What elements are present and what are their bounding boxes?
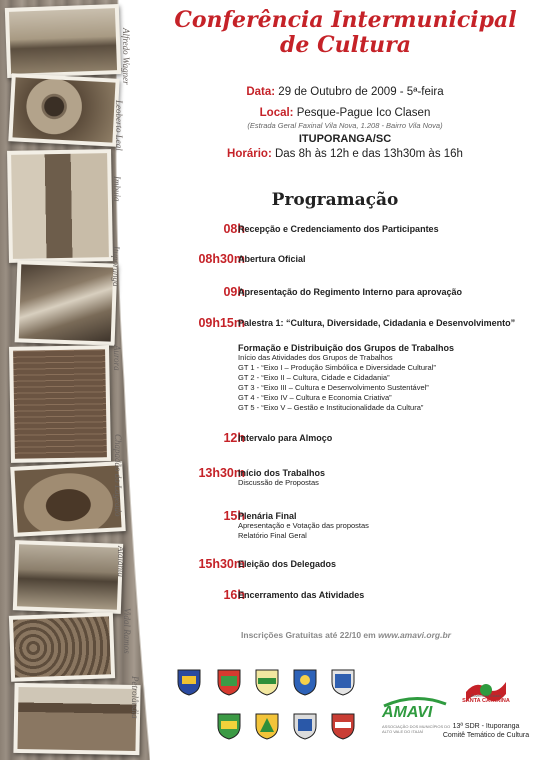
photo-brick-house bbox=[9, 345, 111, 463]
activity-detail: GT 1 - “Eixo I – Produção Simbólica e Diversidade Cultural” bbox=[238, 363, 436, 372]
crest-icon bbox=[330, 668, 356, 696]
photo-waterfall bbox=[15, 260, 118, 345]
photo-folk-dancers bbox=[5, 4, 121, 78]
activity-title: Palestra 1: “Cultura, Diversidade, Cidadania e Desenvolvimento” bbox=[238, 318, 516, 328]
amavi-logo-subtitle: ASSOCIAÇÃO DOS MUNICÍPIOS DO ALTO VALE DO ITAJAÍ bbox=[382, 724, 451, 734]
schedule-time: 16h bbox=[223, 588, 245, 602]
activity-title: Recepção e Credenciamento dos Participantes bbox=[238, 224, 439, 234]
activity-title: Eleição dos Delegados bbox=[238, 559, 337, 569]
schedule-activity bbox=[238, 254, 532, 264]
crest-icon bbox=[254, 668, 280, 696]
amavi-logo-text: AMAVI bbox=[382, 704, 433, 721]
sc-name: SANTA CATARINA bbox=[462, 698, 510, 704]
activity-title: Apresentação do Regimento Interno para aprovação bbox=[238, 287, 463, 297]
activity-title: Encerramento das Atividades bbox=[238, 590, 365, 600]
schedule-activity bbox=[238, 343, 532, 413]
schedule-activity bbox=[238, 318, 532, 328]
event-address: (Estrada Geral Faxinal Vila Nova, 1.208 - Bairro Vila Nova) bbox=[247, 121, 443, 130]
location-label: Local: bbox=[259, 107, 294, 119]
schedule-time: 13h30m bbox=[198, 466, 245, 480]
schedule-activity bbox=[238, 511, 532, 541]
schedule-activity bbox=[238, 224, 532, 234]
page-title bbox=[158, 8, 533, 58]
photo-spinning-wheel bbox=[8, 73, 119, 147]
activity-detail: GT 5 - “Eixo V – Gestão e Institucionalidade da Cultura” bbox=[238, 403, 424, 412]
activity-title: Plenária Final bbox=[238, 511, 297, 521]
photo-bread bbox=[10, 461, 126, 537]
hours-label: Horário: bbox=[227, 148, 272, 160]
crest-icon bbox=[216, 668, 242, 696]
activity-detail: Início das Atividades dos Grupos de Trabalhos bbox=[238, 353, 393, 362]
activity-title: Intervalo para Almoço bbox=[238, 433, 333, 443]
schedule-activity bbox=[238, 287, 532, 297]
title-line-2: de Cultura bbox=[280, 32, 411, 58]
sdr-line-1: 13ª SDR - Ituporanga bbox=[452, 723, 520, 730]
activity-detail: GT 4 - “Eixo IV – Cultura e Economia Criativa” bbox=[238, 393, 392, 402]
town-label: Imbuia bbox=[112, 176, 122, 202]
town-label: Chapadão do Lageado bbox=[113, 434, 123, 517]
activity-detail: Relatório Final Geral bbox=[238, 531, 307, 540]
town-label: Ituporanga bbox=[111, 246, 121, 287]
town-label: Vidal Ramos bbox=[122, 608, 132, 654]
schedule-time: 15h bbox=[223, 509, 245, 523]
photo-church bbox=[7, 149, 113, 263]
date-value: 29 de Outubro de 2009 - 5ª-feira bbox=[278, 86, 444, 98]
event-location bbox=[160, 107, 530, 119]
town-label: Atalanta bbox=[116, 546, 126, 577]
photo-children-dancing bbox=[13, 540, 123, 614]
schedule-time: 15h30m bbox=[198, 557, 245, 571]
sc-government-label: Governo do Estado bbox=[470, 694, 502, 698]
date-label: Data: bbox=[246, 86, 276, 98]
event-date bbox=[160, 86, 530, 98]
crest-icon bbox=[330, 712, 356, 740]
event-city: ITUPORANGA/SC bbox=[298, 133, 392, 145]
schedule-time: 08h bbox=[223, 222, 245, 236]
schedule-time: 09h bbox=[223, 285, 245, 299]
photo-wooden-house bbox=[13, 683, 140, 755]
town-label: Aurora bbox=[112, 345, 122, 371]
town-label: Alfredo Wagner bbox=[121, 28, 131, 85]
schedule-title: Programação bbox=[271, 190, 399, 210]
activity-detail: Discussão de Propostas bbox=[238, 478, 319, 487]
sdr-line-2: Comitê Temático de Cultura bbox=[442, 732, 530, 739]
event-hours bbox=[160, 148, 530, 160]
photo-baskets bbox=[9, 612, 115, 682]
registration-link[interactable]: www.amavi.org.br bbox=[378, 630, 451, 640]
crest-icon bbox=[176, 668, 202, 696]
crest-icon bbox=[216, 712, 242, 740]
schedule-time: 09h15m bbox=[198, 316, 245, 330]
title-line-1: Conferência Intermunicipal bbox=[174, 7, 517, 33]
schedule-time: 08h30m bbox=[198, 252, 245, 266]
activity-detail: GT 2 - “Eixo II – Cultura, Cidade e Cidadania” bbox=[238, 373, 390, 382]
crest-icon bbox=[292, 712, 318, 740]
activity-detail: GT 3 - “Eixo III – Cultura e Desenvolvimento Sustentável” bbox=[238, 383, 429, 392]
registration-text: Inscrições Gratuitas até 22/10 em bbox=[241, 630, 376, 640]
schedule-activity bbox=[238, 559, 532, 569]
registration-note bbox=[160, 630, 532, 640]
activity-title: Formação e Distribuição dos Grupos de Trabalhos bbox=[238, 343, 455, 353]
schedule-activity bbox=[238, 468, 532, 488]
crest-icon bbox=[292, 668, 318, 696]
activity-title: Abertura Oficial bbox=[238, 254, 306, 264]
hours-value: Das 8h às 12h e das 13h30m às 16h bbox=[274, 148, 463, 160]
activity-detail: Apresentação e Votação das propostas bbox=[238, 521, 369, 530]
location-value: Pesque-Pague Ico Clasen bbox=[296, 107, 431, 119]
crest-icon bbox=[254, 712, 280, 740]
schedule-activity bbox=[238, 590, 532, 600]
sdr-label bbox=[440, 722, 532, 740]
town-label: Leoberto Leal bbox=[114, 100, 124, 151]
schedule-activity bbox=[238, 433, 532, 443]
schedule-time: 12h bbox=[223, 431, 245, 445]
town-label: Petrolândia bbox=[130, 676, 140, 719]
activity-title: Início dos Trabalhos bbox=[238, 468, 326, 478]
